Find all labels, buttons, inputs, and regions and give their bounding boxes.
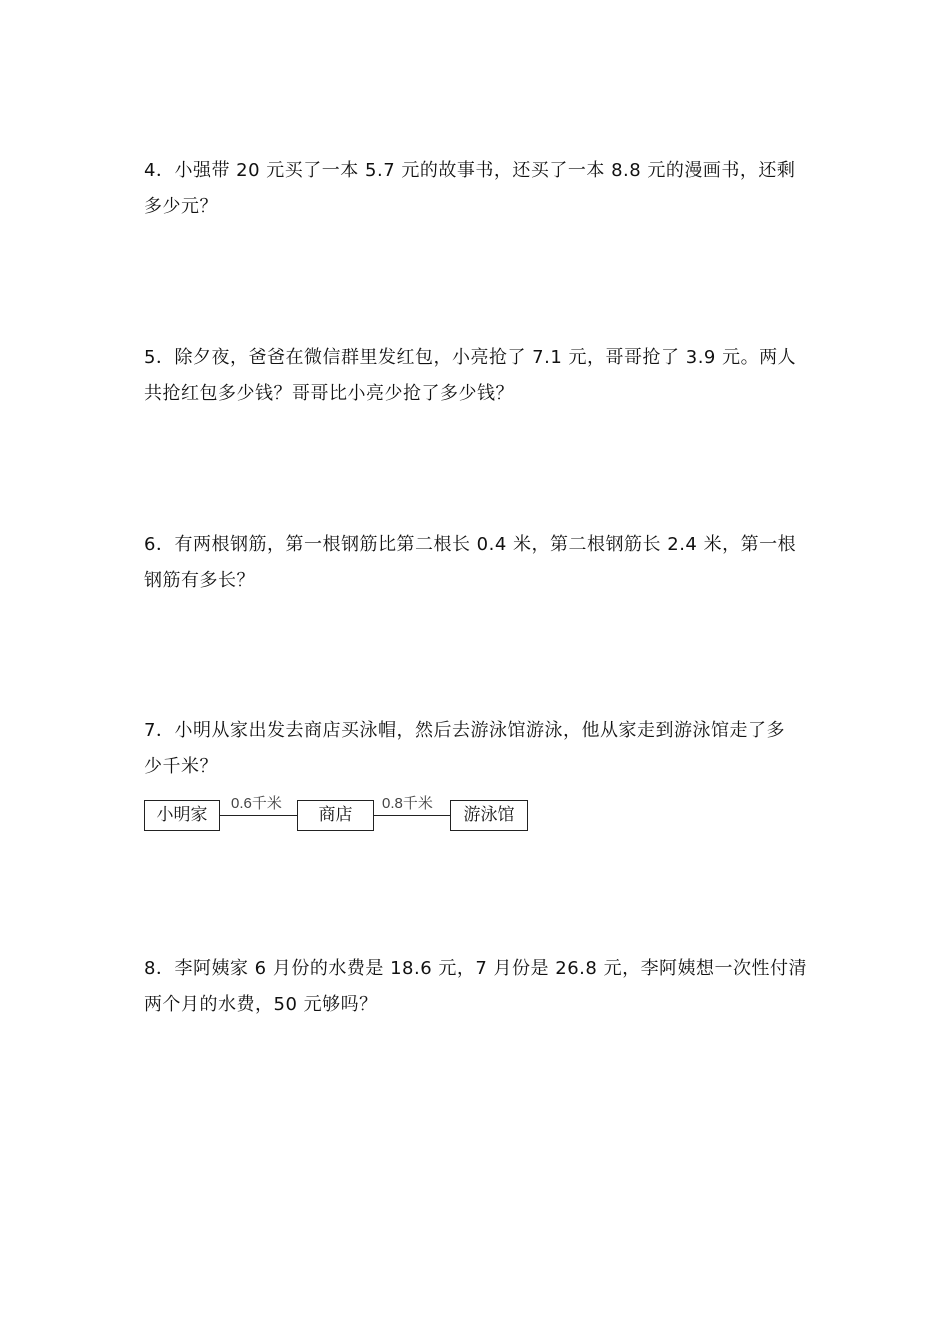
question-4-line-1: 4．小强带 20 元买了一本 5.7 元的故事书，还买了一本 8.8 元的漫画书，还剩 [144, 160, 796, 181]
connector-home-store [220, 815, 298, 816]
question-7 [144, 713, 809, 785]
connector-store-pool [374, 815, 451, 816]
distance-label-2: 0.8千米 [382, 795, 433, 812]
question-7-line-1: 7．小明从家出发去商店买泳帽，然后去游泳馆游泳，他从家走到游泳馆走了多 [144, 720, 785, 741]
question-7-line-2: 少千米？ [144, 756, 218, 777]
question-6-line-2: 钢筋有多长？ [144, 570, 255, 591]
question-8-line-2: 两个月的水费，50 元够吗？ [144, 994, 378, 1015]
question-5-line-1: 5．除夕夜，爸爸在微信群里发红包，小亮抢了 7.1 元，哥哥抢了 3.9 元。两人 [144, 347, 797, 368]
question-8 [144, 951, 809, 1023]
question-4 [144, 153, 809, 225]
question-8-line-1: 8．李阿姨家 6 月份的水费是 18.6 元，7 月份是 26.8 元，李阿姨想一次性付清 [144, 958, 808, 979]
place-home-box: 小明家 [144, 800, 220, 831]
question-5-line-2: 共抢红包多少钱？哥哥比小亮少抢了多少钱？ [144, 383, 514, 404]
place-pool-box: 游泳馆 [450, 800, 528, 831]
route-diagram [144, 795, 529, 834]
question-4-line-2: 多少元？ [144, 196, 218, 217]
question-6 [144, 527, 809, 599]
place-store-box: 商店 [297, 800, 374, 831]
question-6-line-1: 6．有两根钢筋，第一根钢筋比第二根长 0.4 米，第二根钢筋长 2.4 米，第一根 [144, 534, 797, 555]
question-5 [144, 340, 809, 412]
distance-label-1: 0.6千米 [231, 795, 282, 812]
